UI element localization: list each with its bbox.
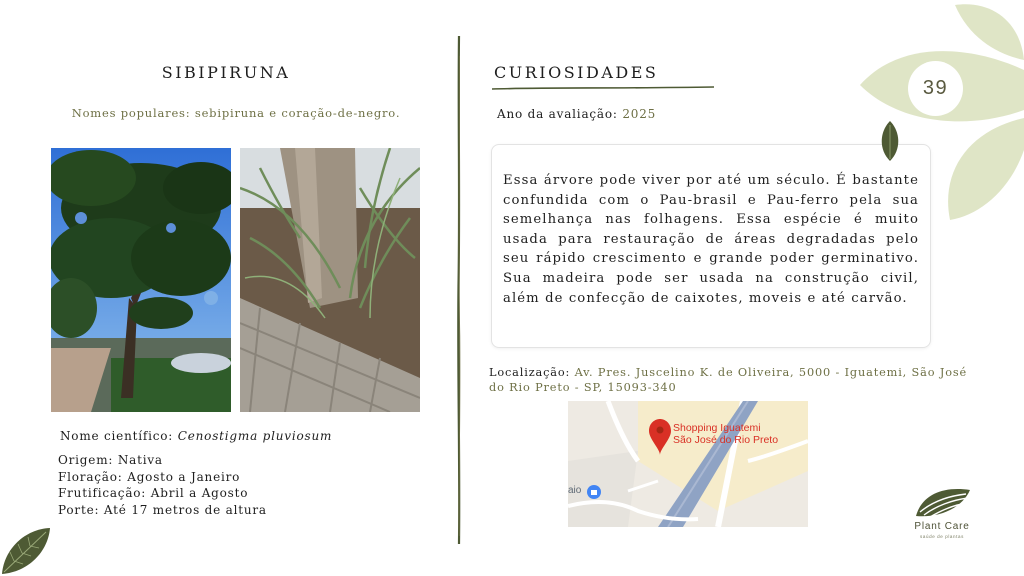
leaf-icon bbox=[878, 121, 902, 161]
column-divider bbox=[455, 36, 463, 544]
trunk-photo bbox=[240, 148, 420, 412]
page-number: 39 bbox=[922, 77, 949, 99]
map-place-label: Shopping Iguatemi São José do Rio Preto bbox=[673, 422, 779, 446]
title-underline bbox=[492, 84, 714, 92]
location-map[interactable] bbox=[568, 401, 808, 527]
curiosity-text: Essa árvore pode viver por até um século. É bastante confundida com o Pau-brasil e Pau-ferro pela sua semelhança nas folhagens. Essa espécie é muito usada para restauração de áreas degradadas pelo seu rápido crescimento e grande poder germinativo. Sua madeira pode ser usada na construção civil, além de confecção de caixotes, moveis e até carvão. bbox=[503, 173, 919, 306]
fact-size: Porte: Até 17 metros de altura bbox=[58, 502, 267, 517]
location-value: Av. Pres. Juscelino K. de Oliveira, 5000 - Iguatemi, São José do Rio Preto - SP, 15093-340 bbox=[489, 366, 968, 395]
popular-names: Nomes populares: sebipiruna e coração-de-negro. bbox=[71, 106, 401, 120]
scientific-value: Cenostigma pluviosum bbox=[177, 429, 333, 443]
species-title: SIBIPIRUNA bbox=[161, 63, 291, 82]
leaf-bottom-left-icon bbox=[0, 524, 52, 576]
scientific-name bbox=[60, 429, 332, 443]
logo-name: Plant Care bbox=[914, 521, 970, 532]
fact-flowering: Floração: Agosto a Janeiro bbox=[58, 469, 241, 484]
logo-leaf-icon bbox=[914, 486, 970, 518]
curiosities-title: CURIOSIDADES bbox=[494, 63, 659, 82]
facts-list bbox=[58, 452, 267, 518]
fact-fruiting: Frutificação: Abril a Agosto bbox=[58, 486, 249, 501]
plant-care-logo bbox=[902, 486, 982, 541]
fact-origin: Origem: Nativa bbox=[58, 453, 163, 467]
evaluation-year bbox=[497, 107, 656, 121]
logo-tagline: saúde de plantas bbox=[920, 534, 964, 539]
scientific-label: Nome científico: bbox=[60, 429, 174, 443]
tree-photo bbox=[51, 148, 231, 412]
location bbox=[489, 365, 979, 396]
location-label: Localização: bbox=[489, 366, 571, 379]
year-label: Ano da avaliação: bbox=[497, 107, 618, 121]
year-value: 2025 bbox=[622, 107, 657, 121]
map-side-label: aio bbox=[568, 485, 582, 496]
